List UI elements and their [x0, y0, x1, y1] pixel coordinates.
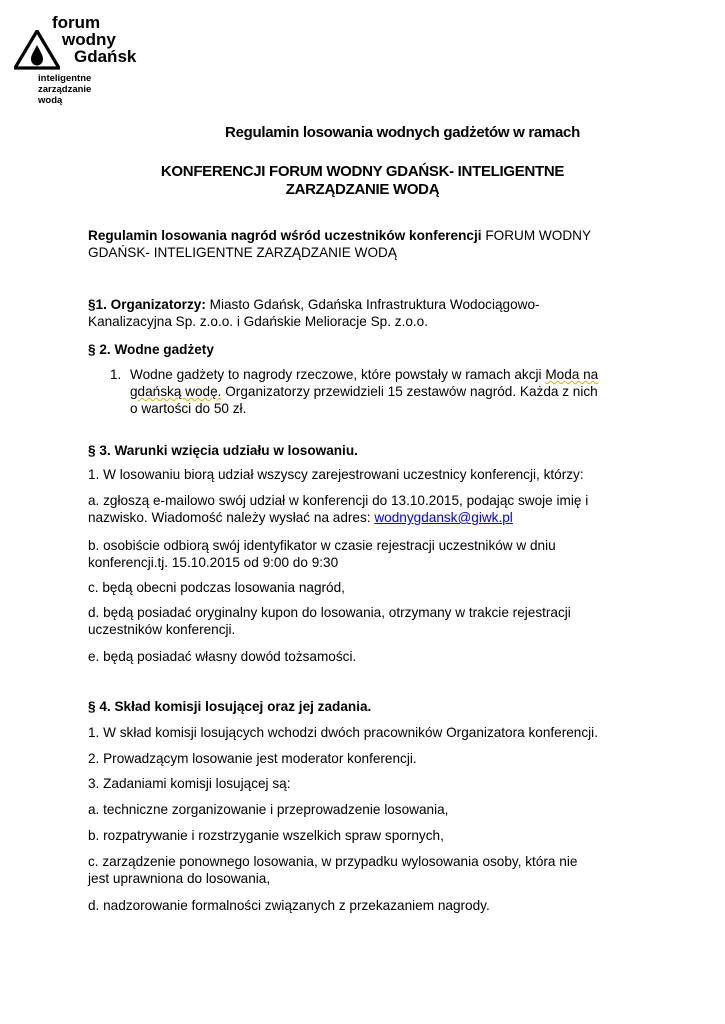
section-4-heading: § 4. Skład komisji losującej oraz jej zadania.	[88, 699, 372, 714]
section-4-c-line-1: c. zarządzenie ponownego losowania, w przypadku wylosowania osoby, która nie	[88, 854, 578, 869]
water-drop-logo-icon	[14, 30, 60, 70]
section-1-text-2: Kanalizacyjna Sp. z.o.o. i Gdańskie Melioracje Sp. z.o.o.	[88, 314, 429, 329]
section-4-p1: 1. W skład komisji losujących wchodzi dwóch pracowników Organizatora konferencji.	[88, 725, 598, 740]
section-3-heading: § 3. Warunki wzięcia udziału w losowaniu.	[88, 443, 358, 458]
section-2-line-1b: Moda na	[545, 367, 599, 382]
section-4-a: a. techniczne zorganizowanie i przeprowadzenie losowania,	[88, 802, 449, 817]
logo-text-wodny: wodny	[62, 30, 116, 49]
section-2-line-2b: Organizatorzy przewidzieli 15 zestawów nagród. Każda z nich	[221, 384, 598, 399]
section-3-c: c. będą obecni podczas losowania nagród,	[88, 580, 345, 595]
logo	[14, 12, 164, 72]
section-3-p1: 1. W losowaniu biorą udział wszyscy zarejestrowani uczestnicy konferencji, którzy:	[88, 467, 584, 482]
section-3-e: e. będą posiadać własny dowód tożsamości.	[88, 649, 357, 664]
section-2-item-number: 1.	[110, 367, 122, 382]
logo-tagline	[38, 73, 91, 106]
section-4-c	[88, 853, 648, 887]
section-1-text-1: Miasto Gdańsk, Gdańska Infrastruktura Wodociągowo-	[205, 297, 540, 312]
section-3-a	[88, 492, 648, 526]
section-2-item	[130, 366, 650, 417]
document-title-block	[0, 163, 725, 199]
section-3-a-line-2: nazwisko. Wiadomość należy wysłać na adres:	[88, 510, 375, 525]
section-2-heading: § 2. Wodne gadżety	[88, 342, 214, 357]
document-title-line-1: Regulamin losowania wodnych gadżetów w ramach	[225, 124, 580, 141]
section-4-d: d. nadzorowanie formalności związanych z przekazaniem nagrody.	[88, 898, 490, 913]
section-4-p3: 3. Zadaniami komisji losującej są:	[88, 776, 291, 791]
section-3-a-line-1: a. zgłoszą e-mailowo swój udział w konferencji do 13.10.2015, podając swoje imię i	[88, 493, 589, 508]
intro-rest-2: GDAŃSK- INTELIGENTNE ZARZĄDZANIE WODĄ	[88, 245, 397, 260]
document-title-line-2: KONFERENCJI FORUM WODNY GDAŃSK- INTELIGENTNE	[160, 163, 565, 180]
logo-text-forum: forum	[52, 13, 101, 32]
section-3-d-line-1: d. będą posiadać oryginalny kupon do losowania, otrzymany w trakcie rejestracji	[88, 605, 571, 620]
section-1-heading: §1. Organizatorzy:	[88, 297, 206, 312]
intro-bold: Regulamin losowania nagród wśród uczestników konferencji	[88, 228, 482, 243]
section-3-b-line-1: b. osobiście odbiorą swój identyfikator w czasie rejestracji uczestników w dniu	[88, 538, 556, 553]
section-3-d-line-2: uczestników konferencji.	[88, 622, 236, 637]
email-link[interactable]: wodnygdansk@giwk.pl	[374, 510, 513, 525]
section-1	[88, 296, 648, 330]
section-4-p2: 2. Prowadzącym losowanie jest moderator konferencji.	[88, 751, 417, 766]
section-3-b-line-2: konferencji.tj. 15.10.2015 od 9:00 do 9:30	[88, 555, 339, 570]
section-2-line-2a: gdańską wodę.	[130, 384, 222, 399]
section-2-line-1a: Wodne gadżety to nagrody rzeczowe, które powstały w ramach akcji	[130, 367, 546, 382]
section-3-b	[88, 537, 648, 571]
tagline-line-1: inteligentne	[38, 73, 92, 84]
section-2-line-3: o wartości do 50 zł.	[130, 401, 247, 416]
document-title-line-3: ZARZĄDZANIE WODĄ	[285, 181, 440, 198]
tagline-line-3: wodą	[38, 95, 63, 106]
section-3-d	[88, 604, 648, 638]
logo-text-gdansk: Gdańsk	[74, 47, 137, 66]
intro-rest-1: FORUM WODNY	[481, 228, 592, 243]
section-4-c-line-2: jest uprawniona do losowania,	[88, 871, 271, 886]
intro-paragraph	[88, 227, 648, 261]
tagline-line-2: zarządzanie	[38, 84, 92, 95]
section-4-b: b. rozpatrywanie i rozstrzyganie wszelkich spraw spornych,	[88, 828, 444, 843]
